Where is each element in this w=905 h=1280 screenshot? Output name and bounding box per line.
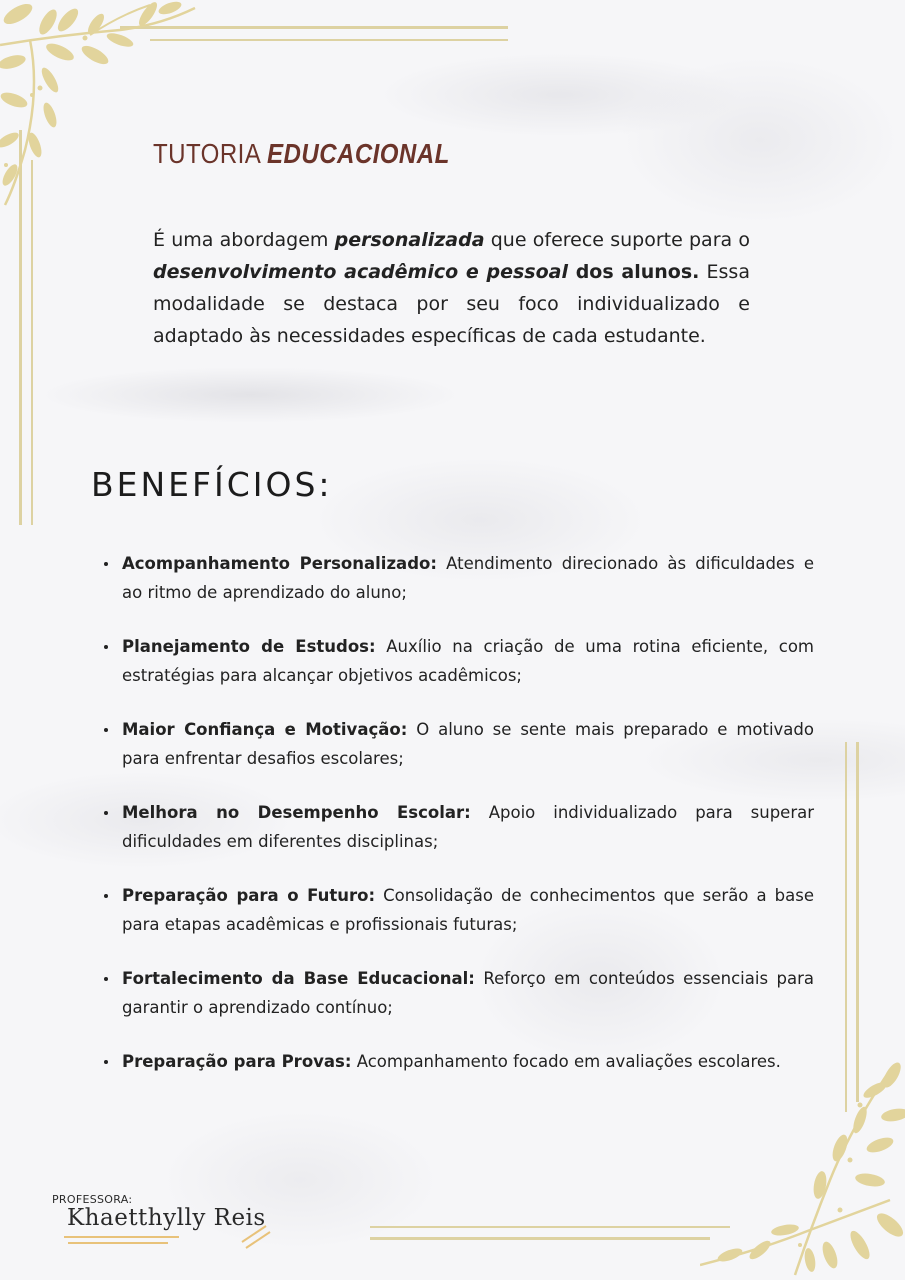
title-emphasis: EDUCACIONAL <box>267 138 450 169</box>
frame-left-line-inner <box>31 160 33 525</box>
benefit-label: Maior Confiança e Motivação: <box>122 720 408 739</box>
benefit-text: O aluno se sente mais preparado e motivado para enfrentar desafios escolares; <box>122 720 814 768</box>
professor-label: PROFESSORA: <box>52 1193 133 1206</box>
benefit-text: Auxílio na criação de uma rotina eficiente, com estratégias para alcançar objetivos acadêmicos; <box>122 637 814 685</box>
benefit-label: Acompanhamento Personalizado: <box>122 554 437 573</box>
benefit-text: Reforço em conteúdos essenciais para garantir o aprendizado contínuo; <box>122 969 814 1017</box>
benefit-text: Acompanhamento focado em avaliações escolares. <box>351 1052 781 1071</box>
benefit-label: Planejamento de Estudos: <box>122 637 376 656</box>
benefit-label: Melhora no Desempenho Escolar: <box>122 803 471 822</box>
name-underline <box>68 1242 168 1244</box>
intro-paragraph <box>153 224 750 352</box>
intro-bold: dos alunos. <box>567 261 700 283</box>
vine-ornament-icon <box>0 0 200 210</box>
benefits-list <box>100 549 814 1101</box>
frame-top-line-inner <box>150 39 508 41</box>
intro-text: Essa modalidade se destaca por seu foco individualizado e adaptado às necessidades específicas de cada estudante. <box>153 261 750 347</box>
list-item <box>100 964 814 1022</box>
name-underline <box>64 1236 179 1238</box>
benefit-text: Atendimento direcionado às dificuldades e ao ritmo de aprendizado do aluno; <box>122 554 814 602</box>
frame-bottom-line-outer <box>370 1237 710 1240</box>
signature-flourish-icon <box>238 1218 272 1252</box>
list-item <box>100 632 814 690</box>
frame-bottom-line-inner <box>370 1226 730 1228</box>
intro-emphasis: desenvolvimento acadêmico e pessoal <box>153 261 568 283</box>
list-item <box>100 1047 814 1076</box>
intro-text: que oferece suporte para o <box>484 229 750 251</box>
list-item <box>100 715 814 773</box>
intro-emphasis: personalizada <box>334 229 485 251</box>
benefit-label: Fortalecimento da Base Educacional: <box>122 969 475 988</box>
title-regular: TUTORIA <box>153 138 260 169</box>
benefit-label: Preparação para o Futuro: <box>122 886 376 905</box>
list-item <box>100 798 814 856</box>
frame-right-line-outer <box>856 742 859 1102</box>
page-title <box>153 138 450 170</box>
benefit-text: Apoio individualizado para superar dificuldades em diferentes disciplinas; <box>122 803 815 851</box>
intro-text: É uma abordagem <box>153 229 335 251</box>
benefit-label: Preparação para Provas: <box>122 1052 352 1071</box>
list-item <box>100 549 814 607</box>
professor-name: Khaetthylly Reis <box>67 1205 266 1231</box>
benefit-text: Consolidação de conhecimentos que serão a base para etapas acadêmicas e profissionais futuras; <box>122 886 814 934</box>
list-item <box>100 881 814 939</box>
benefits-heading: BENEFÍCIOS: <box>91 465 333 504</box>
